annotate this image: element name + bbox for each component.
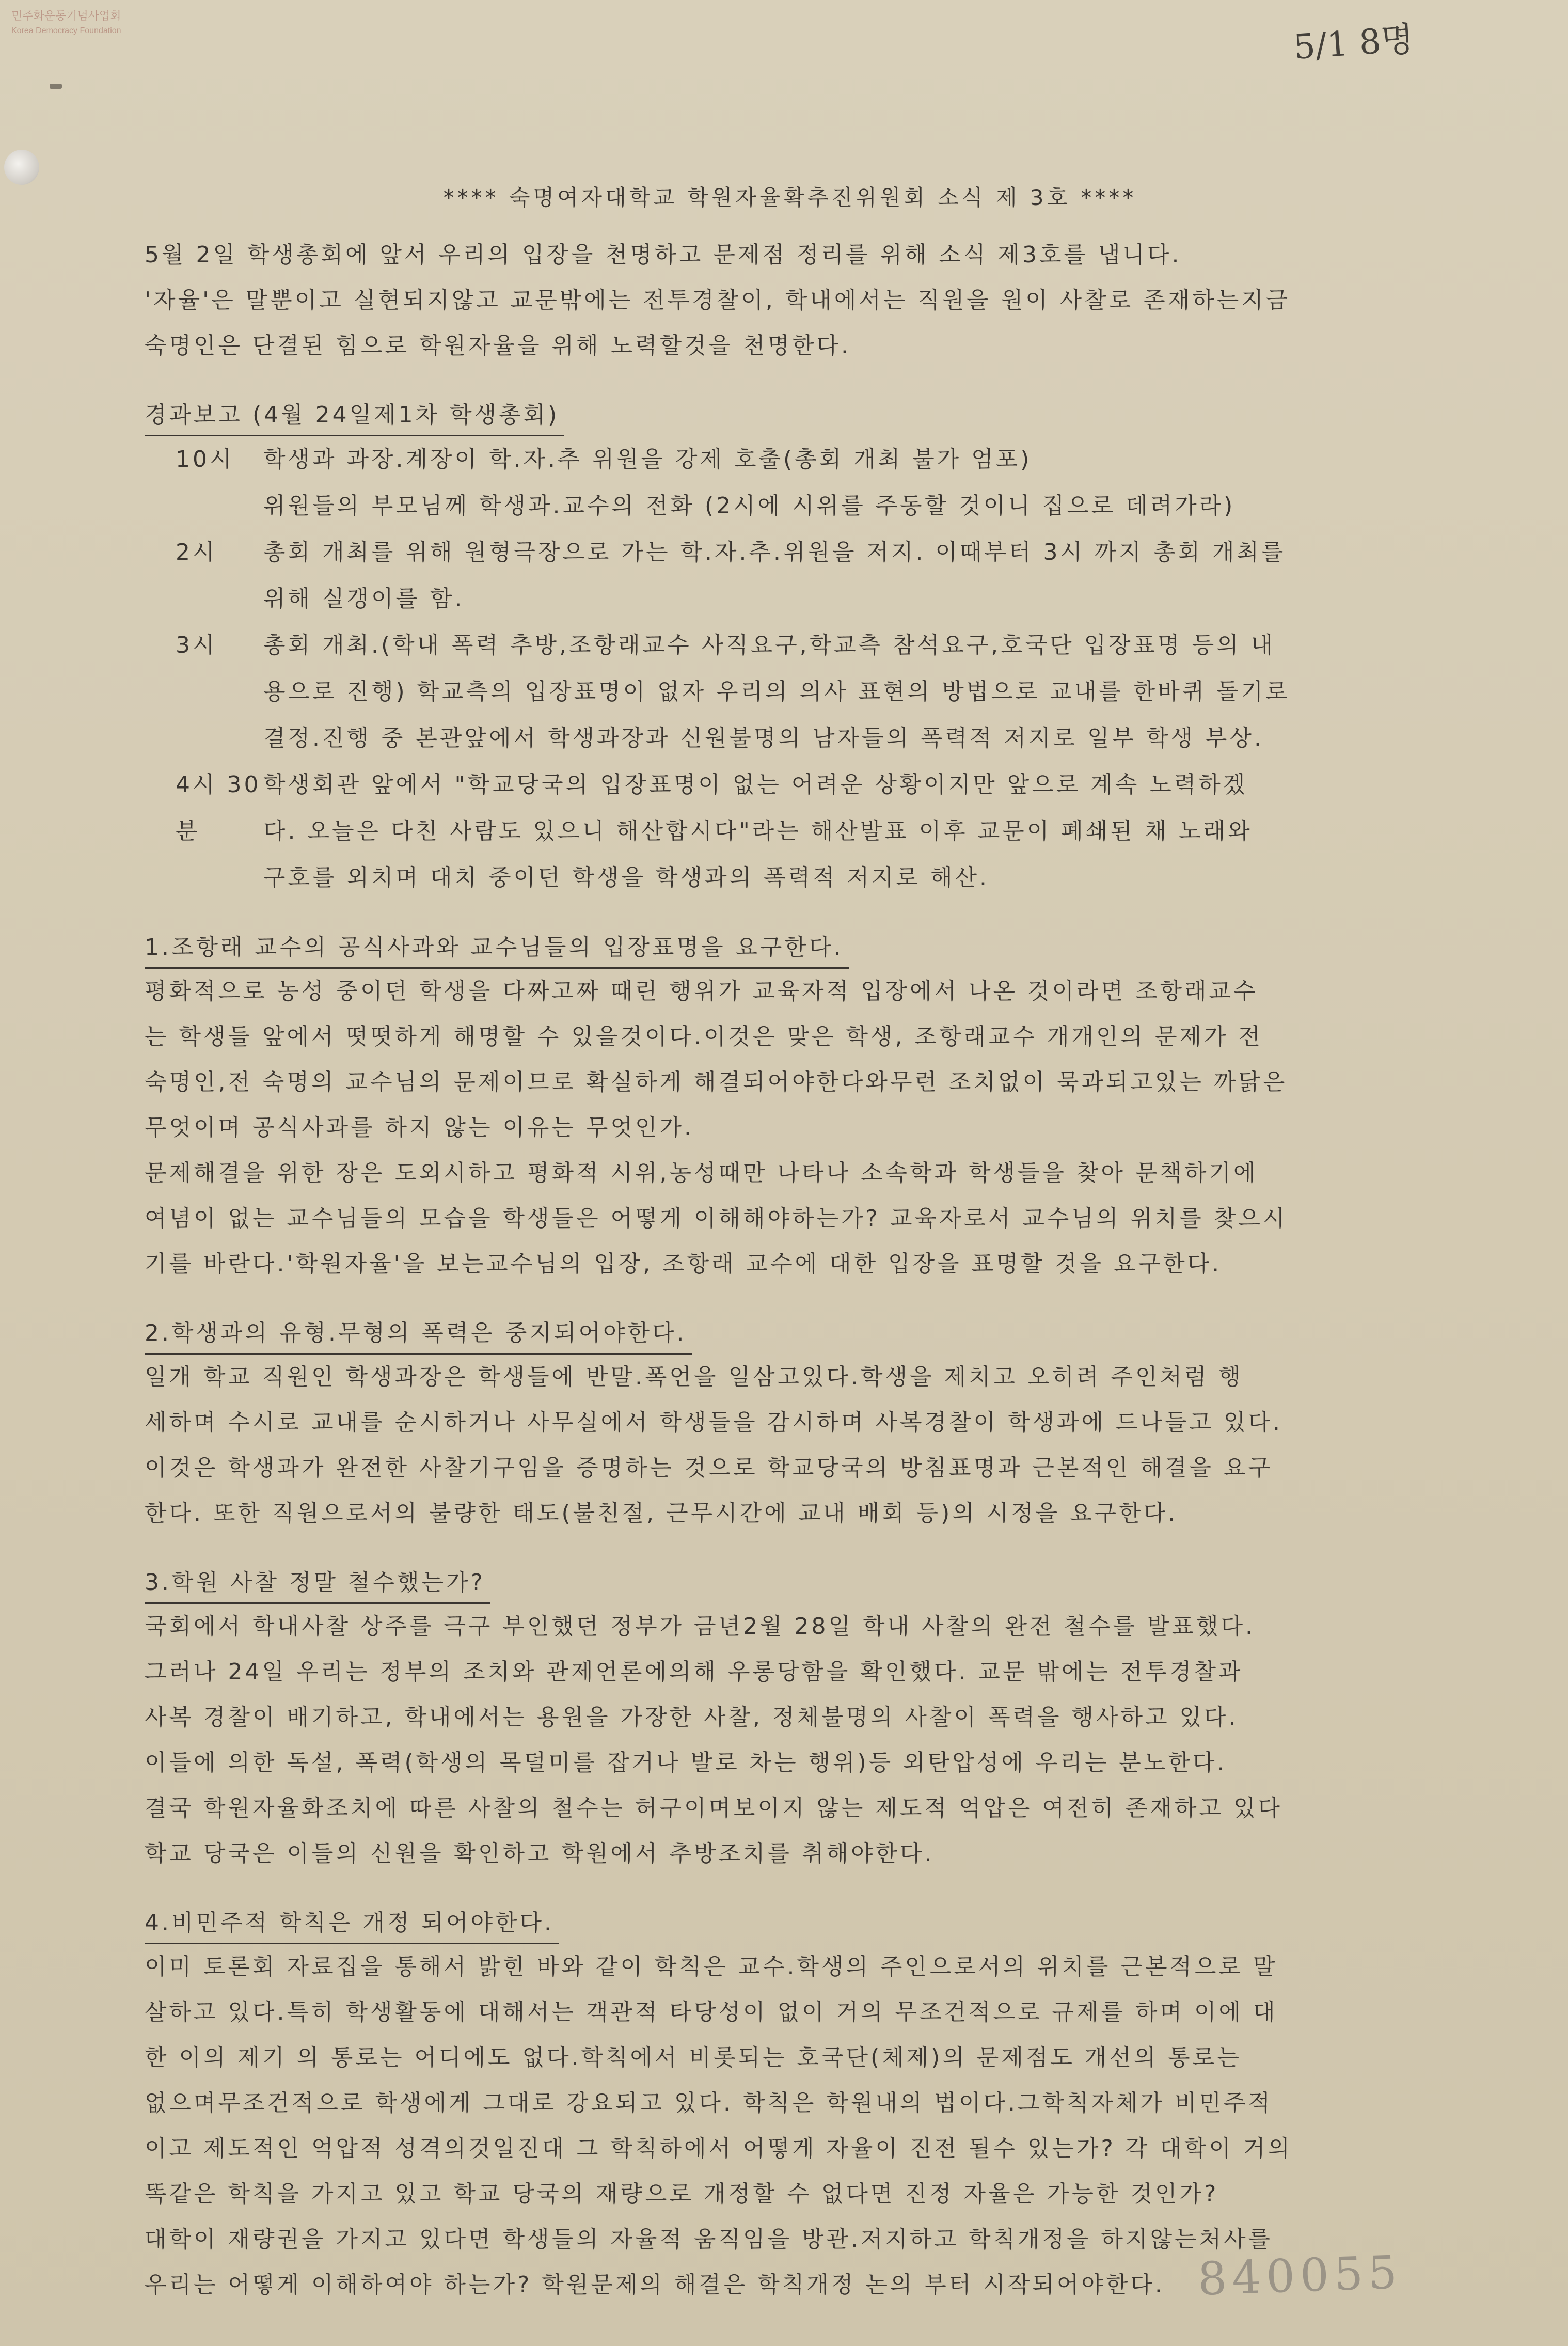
section-line: 결국 학원자율화조치에 따른 사찰의 철수는 허구이며보이지 않는 제도적 억압은 여전히 존재하고 있다 [145, 1795, 1283, 1821]
section-line: 기를 바란다.'학원자율'을 보는교수님의 입장, 조항래 교수에 대한 입장을 표명할 것을 요구한다. [145, 1251, 1222, 1277]
report-time: 2시 [176, 539, 217, 565]
section-4 [145, 1877, 1435, 2308]
section-line: 일개 학교 직원인 학생과장은 학생들에 반말.폭언을 일삼고있다.학생을 제치고 오히려 주인처럼 행 [145, 1364, 1243, 1390]
section-line: 그러나 24일 우리는 정부의 조치와 관제언론에의해 우롱당함을 확인했다. 교문 밖에는 전투경찰과 [145, 1659, 1243, 1685]
report-description [263, 622, 1435, 762]
report-line: 위원들의 부모님께 학생과.교수의 전화 (2시에 시위를 주동할 것이니 집으로 데려가라) [263, 493, 1236, 519]
section-line: 똑같은 학칙을 가지고 있고 학교 당국의 재량으로 개정할 수 없다면 진정 자율은 가능한 것인가? [145, 2181, 1219, 2207]
report-time: 10시 [176, 446, 234, 473]
section-line: 이들에 의한 독설, 폭력(학생의 목덜미를 잡거나 발로 차는 행위)등 외탄압성에 우리는 분노한다. [145, 1750, 1227, 1776]
section-spacer [145, 1536, 1435, 1557]
archive-watermark [11, 9, 121, 38]
report-line: 위해 실갱이를 함. [263, 586, 465, 612]
section-line: 이고 제도적인 억압적 성격의것일진대 그 학칙하에서 어떻게 자율이 진전 될수 있는가? 각 대학이 거의 [145, 2135, 1292, 2162]
handwritten-archive-number: 840055 [1197, 2245, 1403, 2306]
report-list [145, 436, 1435, 901]
section-line: 살하고 있다.특히 학생활동에 대해서는 객관적 타당성이 없이 거의 무조건적으로 규제를 하며 이에 대 [145, 1999, 1278, 2025]
section-heading: 4.비민주적 학칙은 개정 되어야한다. [145, 1907, 559, 1944]
section-line: 무엇이며 공식사과를 하지 않는 이유는 무엇인가. [145, 1114, 694, 1141]
section-spacer [145, 1877, 1435, 1897]
report-time: 4시 30분 [176, 771, 261, 844]
section-2 [145, 1287, 1435, 1536]
intro-block [145, 232, 1435, 369]
section-line: 학교 당국은 이들의 신원을 확인하고 학원에서 추방조치를 취해야한다. [145, 1840, 935, 1867]
intro-line: 5월 2일 학생총회에 앞서 우리의 입장을 천명하고 문제점 정리를 위해 소식 제3호를 냅니다. [145, 242, 1182, 268]
report-line: 총회 개최.(학내 폭력 추방,조항래교수 사직요구,학교측 참석요구,호국단 입장표명 등의 내 [263, 632, 1276, 658]
section-spacer [145, 1287, 1435, 1308]
report-item [145, 436, 1435, 529]
report-line: 학생회관 앞에서 "학교당국의 입장표명이 없는 어려운 상황이지만 앞으로 계속 노력하겠 [263, 771, 1248, 798]
section-line: 국회에서 학내사찰 상주를 극구 부인했던 정부가 금년2월 28일 학내 사찰의 완전 철수를 발표했다. [145, 1613, 1255, 1640]
staple-mark-icon [50, 84, 62, 89]
intro-line: '자율'은 말뿐이고 실현되지않고 교문밖에는 전투경찰이, 학내에서는 직원을 원이 사찰로 존재하는지금 [145, 287, 1291, 313]
section-spacer [145, 901, 1435, 922]
section-line: 문제해결을 위한 장은 도외시하고 평화적 시위,농성때만 나타나 소속학과 학생들을 찾아 문책하기에 [145, 1160, 1258, 1186]
section-line: 세하며 수시로 교내를 순시하거나 사무실에서 학생들을 감시하며 사복경찰이 학생과에 드나들고 있다. [145, 1409, 1283, 1436]
section-line: 대학이 재량권을 가지고 있다면 학생들의 자율적 움직임을 방관.저지하고 학칙개정을 하지않는처사를 [145, 2226, 1273, 2253]
section-heading: 3.학원 사찰 정말 철수했는가? [145, 1566, 490, 1604]
report-line: 학생과 과장.계장이 학.자.추 위원을 강제 호출(총회 개최 불가 엄포) [263, 446, 1032, 473]
section-line: 는 학생들 앞에서 떳떳하게 해명할 수 있을것이다.이것은 맞은 학생, 조항래교수 개개인의 문제가 전 [145, 1024, 1263, 1050]
section-line: 숙명인,전 숙명의 교수님의 문제이므로 확실하게 해결되어야한다와무런 조치없이 묵과되고있는 까닭은 [145, 1069, 1288, 1095]
report-item [145, 762, 1435, 901]
report-heading: 경과보고 (4월 24일제1차 학생총회) [145, 399, 564, 436]
watermark-english: Korea Democracy Foundation [11, 26, 121, 35]
report-line: 총회 개최를 위해 원형극장으로 가는 학.자.추.위원을 저지. 이때부터 3시 까지 총회 개최를 [263, 539, 1286, 565]
report-item [145, 529, 1435, 622]
section-line: 이미 토론회 자료집을 통해서 밝힌 바와 같이 학칙은 교수.학생의 주인으로서의 위치를 근본적으로 말 [145, 1954, 1278, 1980]
report-line: 구호를 외치며 대치 중이던 학생을 학생과의 폭력적 저지로 해산. [263, 864, 989, 891]
punch-hole-icon [4, 150, 39, 185]
section-line: 한 이의 제기 의 통로는 어디에도 없다.학칙에서 비롯되는 호국단(체제)의 문제점도 개선의 통로는 [145, 2044, 1242, 2071]
section-line: 우리는 어떻게 이해하여야 하는가? 학원문제의 해결은 학칙개정 논의 부터 시작되어야한다. [145, 2272, 1165, 2298]
report-line: 결정.진행 중 본관앞에서 학생과장과 신원불명의 남자들의 폭력적 저지로 일부 학생 부상. [263, 725, 1264, 751]
document-body [145, 181, 1435, 2308]
report-time: 3시 [176, 632, 217, 658]
section-line: 이것은 학생과가 완전한 사찰기구임을 증명하는 것으로 학교당국의 방침표명과 근본적인 해결을 요구 [145, 1455, 1273, 1481]
section-line: 없으며무조건적으로 학생에게 그대로 강요되고 있다. 학칙은 학원내의 법이다.그학칙자체가 비민주적 [145, 2090, 1273, 2116]
section-3 [145, 1536, 1435, 1877]
sections-block [145, 901, 1435, 2308]
section-heading: 2.학생과의 유형.무형의 폭력은 중지되어야한다. [145, 1317, 692, 1355]
section-1 [145, 901, 1435, 1287]
section-line: 사복 경찰이 배기하고, 학내에서는 용원을 가장한 사찰, 정체불명의 사찰이 폭력을 행사하고 있다. [145, 1704, 1239, 1730]
section-heading: 1.조항래 교수의 공식사과와 교수님들의 입장표명을 요구한다. [145, 931, 849, 969]
report-line: 용으로 진행) 학교측의 입장표명이 없자 우리의 의사 표현의 방법으로 교내를 한바퀴 돌기로 [263, 679, 1290, 705]
report-line: 다. 오늘은 다친 사람도 있으니 해산합시다"라는 해산발표 이후 교문이 폐쇄된 채 노래와 [263, 818, 1253, 844]
report-description [263, 529, 1435, 622]
section-line: 평화적으로 농성 중이던 학생을 다짜고짜 때린 행위가 교육자적 입장에서 나온 것이라면 조항래교수 [145, 978, 1258, 1004]
section-line: 한다. 또한 직원으로서의 불량한 태도(불친절, 근무시간에 교내 배회 등)의 시정을 요구한다. [145, 1500, 1178, 1526]
report-description [263, 436, 1435, 529]
intro-line: 숙명인은 단결된 힘으로 학원자율을 위해 노력할것을 천명한다. [145, 333, 851, 359]
watermark-korean: 민주화운동기념사업회 [11, 10, 121, 23]
report-item [145, 622, 1435, 762]
handwritten-note-top: 5/1 8명 [1292, 19, 1415, 68]
section-line: 여념이 없는 교수님들의 모습을 학생들은 어떻게 이해해야하는가? 교육자로서 교수님의 위치를 찾으시 [145, 1205, 1288, 1232]
report-description [263, 762, 1435, 901]
document-title: **** 숙명여자대학교 학원자율확추진위원회 소식 제 3호 **** [443, 185, 1137, 210]
